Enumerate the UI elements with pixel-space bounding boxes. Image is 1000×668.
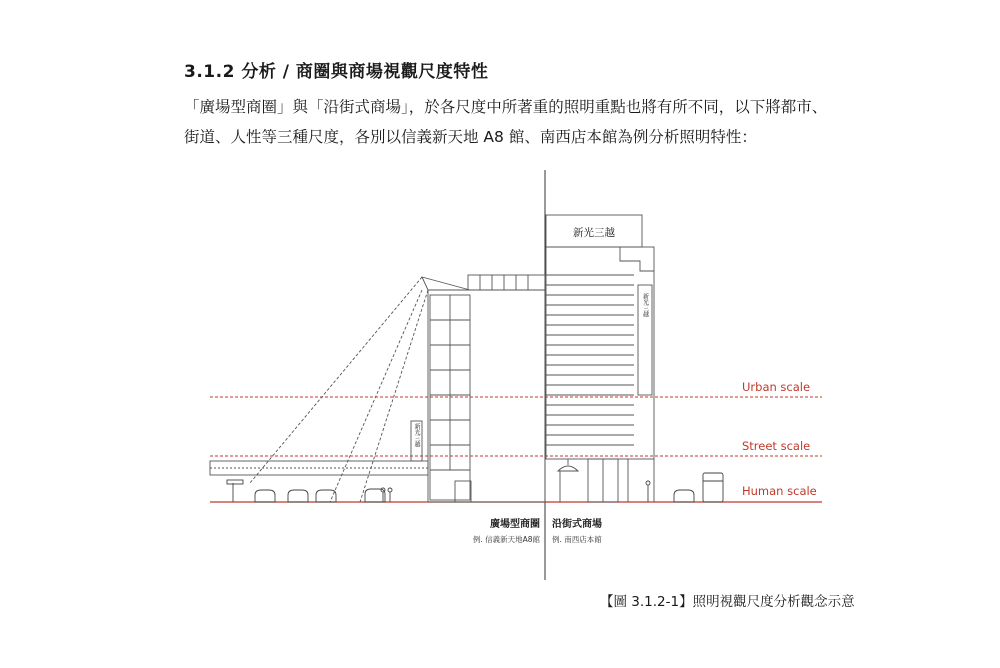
- right-zone-title: 沿街式商場: [552, 519, 602, 530]
- street-scale-label: Street scale: [742, 439, 811, 453]
- right-zone-example: 例. 南西店本館: [552, 535, 602, 544]
- right-building: [546, 215, 654, 502]
- human-scale-label: Human scale: [742, 484, 817, 498]
- section-heading: 3.1.2 分析 / 商圈與商場視觀尺度特性: [184, 62, 489, 82]
- rooftop-sign: 新光三越: [573, 227, 615, 239]
- left-zone-title: 廣場型商圈: [490, 519, 540, 530]
- left-building: [210, 275, 545, 502]
- lighting-scale-diagram: [200, 165, 830, 585]
- left-small-sign: 新光三越: [413, 423, 420, 447]
- left-street-elements: [227, 480, 392, 502]
- vertical-sign: 新光三越: [641, 293, 649, 317]
- section-paragraph: [184, 92, 834, 152]
- paragraph-line-2: 街道、人性等三種尺度，各別以信義新天地 A8 館、南西店本館為例分析照明特性：: [184, 128, 757, 146]
- left-zone-example: 例. 信義新天地A8館: [472, 535, 540, 544]
- figure-caption: 【圖 3.1.2-1】照明視觀尺度分析觀念示意: [600, 594, 855, 610]
- urban-scale-label: Urban scale: [742, 380, 811, 394]
- right-street-elements: [646, 473, 723, 502]
- paragraph-line-1: 「廣場型商圈」與「沿街式商場」，於各尺度中所著重的照明重點也將有所不同，以下將都市、: [184, 98, 828, 116]
